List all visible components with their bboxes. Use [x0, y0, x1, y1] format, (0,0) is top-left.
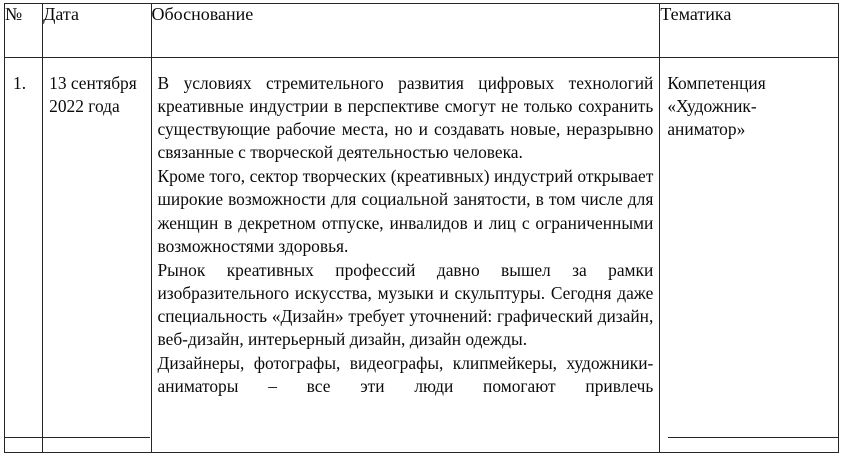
row-justification — [151, 58, 660, 453]
next-row-border-right — [668, 437, 839, 438]
plan-table — [4, 3, 839, 453]
table-header-row — [5, 4, 839, 58]
justification-paragraph-3: Рынок креативных профессий давно вышел за рамки изобразительного искусства, музыки и скульптуры. Сегодня даже специальность «Дизайн» требует уточнений: графический дизайн, веб-дизайн, интерьерный дизайн, дизайн одежды. — [157, 259, 654, 350]
row-topic — [660, 58, 839, 453]
header-justification: Обоснование — [151, 4, 660, 58]
next-row-border-left — [4, 437, 150, 438]
row-topic-line-2: «Художник- — [667, 96, 757, 117]
justification-paragraph-4: Дизайнеры, фотографы, видеографы, клипмейкеры, художники-аниматоры – все эти люди помогают привлечь — [157, 353, 654, 397]
row-number: 1. — [5, 58, 43, 453]
justification-paragraph-2: Кроме того, сектор творческих (креативных) индустрий открывает широкие возможности для социальной занятости, в том числе для женщин в декретном отпуске, инвалидов и лиц с ограниченными возможностями здоровья. — [157, 166, 654, 256]
justification-paragraph-1: В условиях стремительного развития цифровых технологий креативные индустрии в перспективе смогут не только сохранить существующие рабочие места, но и создавать новые, неразрывно связанные с творческой деятельностью человека. — [157, 73, 654, 163]
row-date — [43, 58, 151, 453]
table-row — [5, 58, 839, 453]
header-date: Дата — [43, 4, 151, 58]
row-topic-line-3: аниматор» — [667, 119, 746, 140]
row-date-day: 13 сентября — [49, 73, 137, 93]
row-topic-line-1: Компетенция — [667, 73, 766, 93]
header-number: № — [5, 4, 43, 58]
header-topic: Тематика — [660, 4, 839, 58]
row-date-year: 2022 года — [49, 96, 120, 117]
